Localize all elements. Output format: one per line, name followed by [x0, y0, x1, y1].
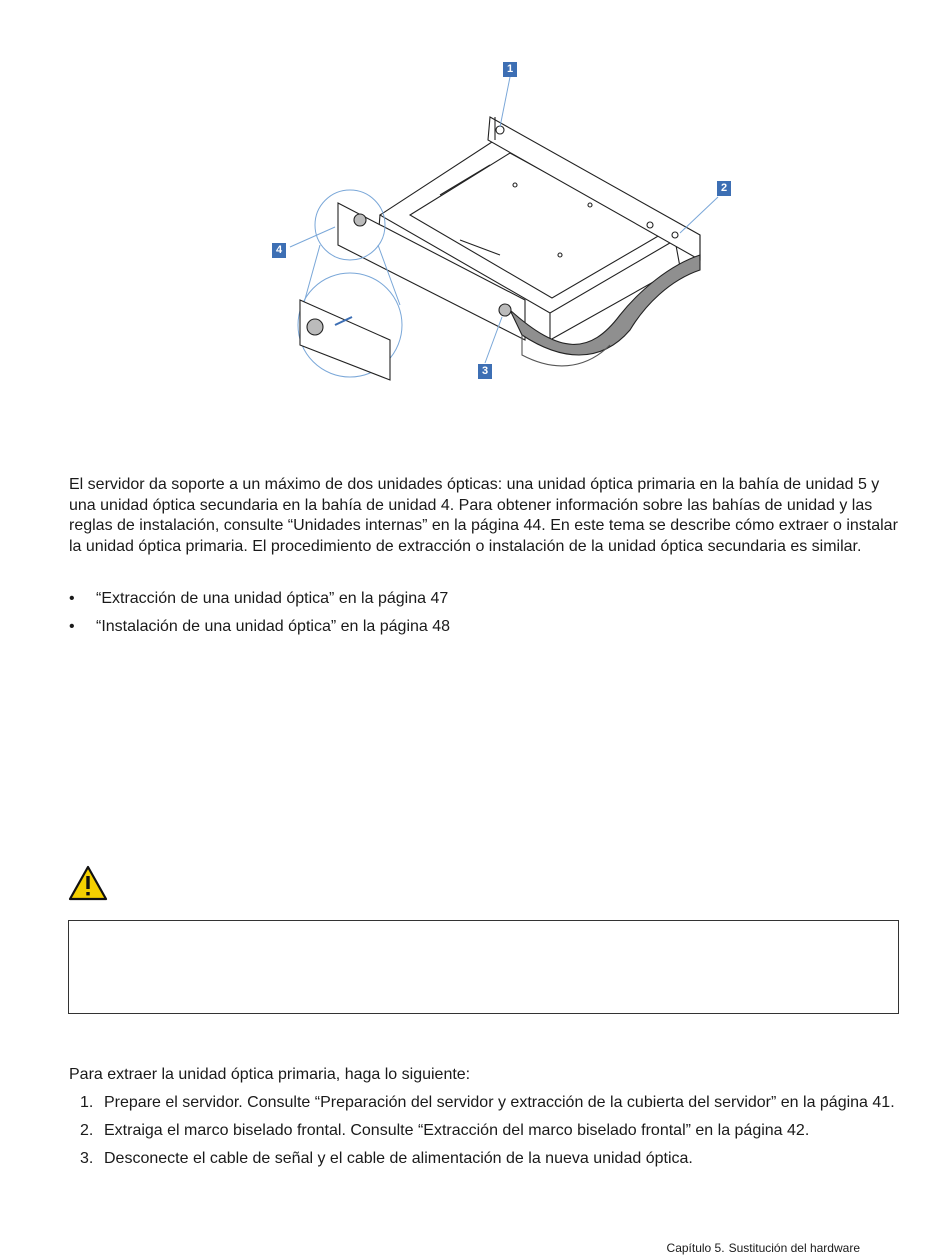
page-footer [663, 1241, 860, 1255]
steps-intro: Para extraer la unidad óptica primaria, haga lo siguiente: [69, 1066, 471, 1083]
bullet-marker: • [69, 618, 75, 635]
callout-1: 1 [503, 62, 517, 77]
intro-paragraph: El servidor da soporte a un máximo de dos unidades ópticas: una unidad óptica primaria en la bahía de unidad 5 y una unidad óptica secundaria en la bahía de unidad 4. Para obtener información sobre las bahías de unidad y las reglas de instalación, consulte “Unidades internas” en la página 44. En este tema se describe cómo extraer o instalar la unidad óptica primaria. El procedimiento de extracción o instalación de la unidad óptica secundaria es similar. [69, 476, 898, 555]
step-number: 3. [80, 1150, 94, 1167]
step-number: 1. [80, 1094, 94, 1111]
footer-title: Sustitución del hardware [728, 1241, 860, 1255]
list-item [69, 589, 904, 609]
procedure-steps [69, 1093, 904, 1177]
optical-drive-drawing [260, 55, 740, 385]
step-text: Prepare el servidor. Consulte “Preparación del servidor y extracción de la cubierta del servidor” en la página 41. [104, 1094, 895, 1111]
callout-2: 2 [717, 181, 731, 196]
list-item [69, 617, 904, 637]
callout-4: 4 [272, 243, 286, 258]
step-item [69, 1093, 904, 1113]
link-removal[interactable]: “Extracción de una unidad óptica” en la página 47 [96, 590, 449, 607]
step-number: 2. [80, 1122, 94, 1139]
bullet-marker: • [69, 590, 75, 607]
related-links-list [69, 589, 904, 645]
link-installation[interactable]: “Instalación de una unidad óptica” en la página 48 [96, 618, 451, 635]
footer-chapter: Capítulo 5. [666, 1241, 725, 1255]
step-item [69, 1121, 904, 1141]
warning-triangle-icon [68, 865, 108, 901]
caution-box [68, 920, 899, 1014]
optical-drive-illustration [260, 55, 740, 385]
callout-3: 3 [478, 364, 492, 379]
step-text: Extraiga el marco biselado frontal. Consulte “Extracción del marco biselado frontal” en la página 42. [104, 1122, 810, 1139]
step-text: Desconecte el cable de señal y el cable de alimentación de la nueva unidad óptica. [104, 1150, 693, 1167]
step-item [69, 1149, 904, 1169]
